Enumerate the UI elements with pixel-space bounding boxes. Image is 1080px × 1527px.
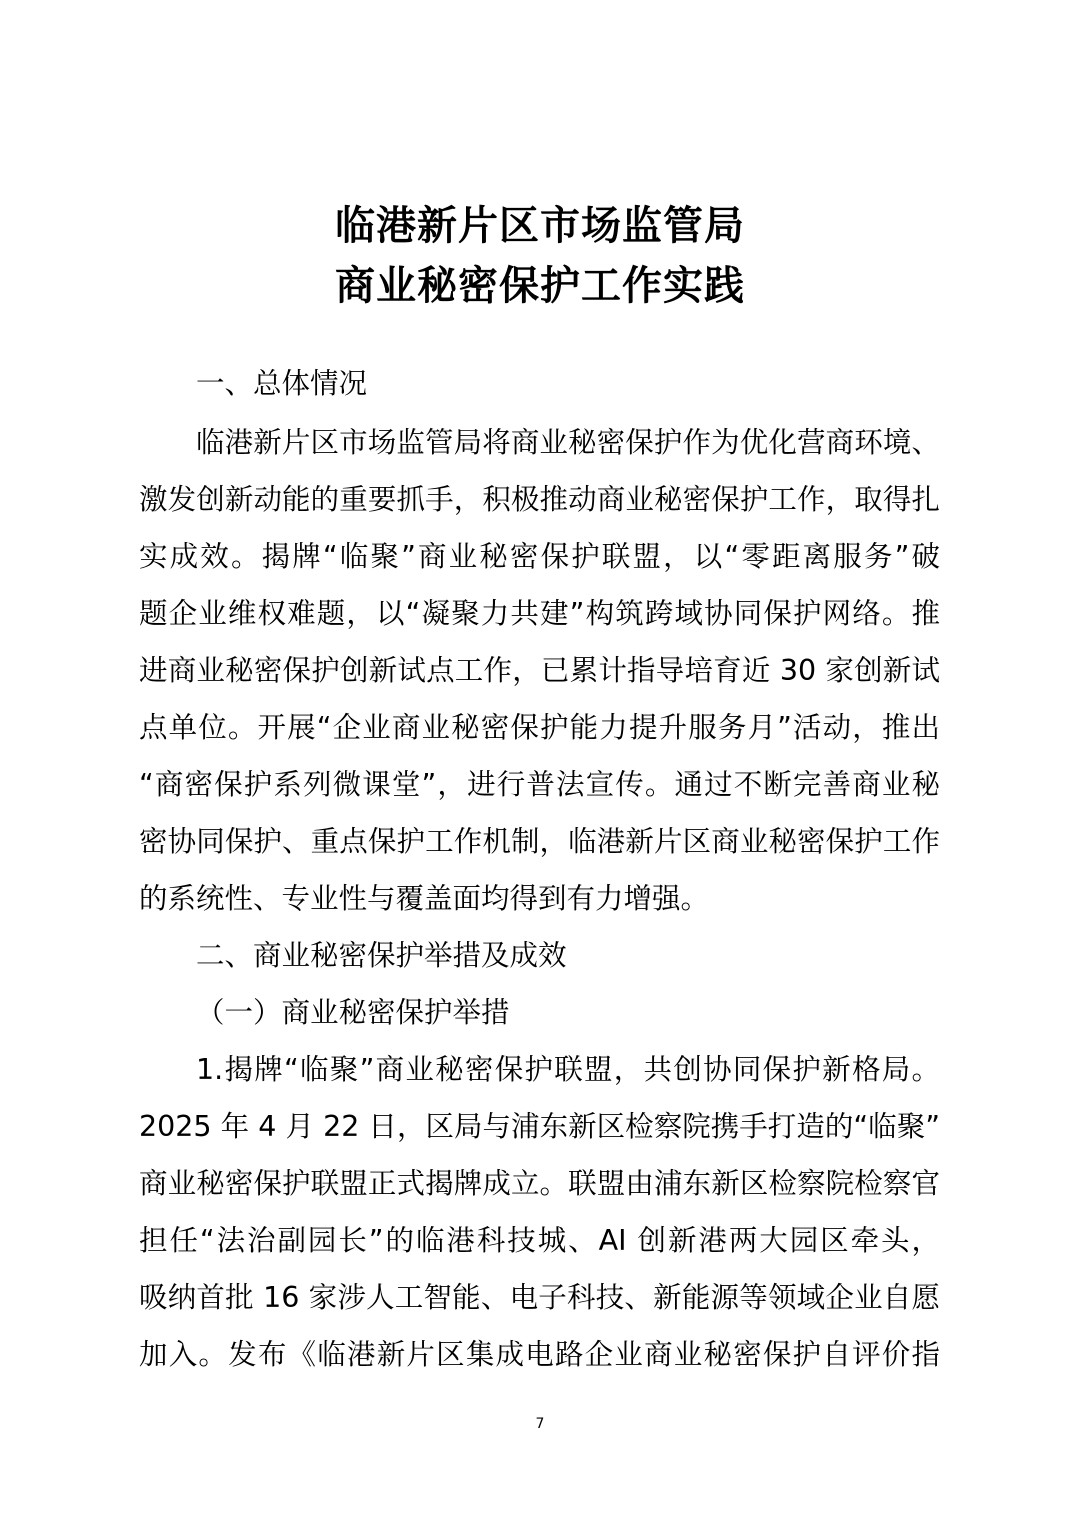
paragraph-line: 激发创新动能的重要抓手，积极推动商业秘密保护工作，取得扎 [139,483,940,516]
paragraph-line: 实成效。揭牌“临聚”商业秘密保护联盟，以“零距离服务”破 [139,540,940,573]
document-title-line-1: 临港新片区市场监管局 [335,202,745,249]
document-title-line-2: 商业秘密保护工作实践 [335,262,745,309]
paragraph-line: 点单位。开展“企业商业秘密保护能力提升服务月”活动，推出 [139,711,940,744]
paragraph-line: 1.揭牌“临聚”商业秘密保护联盟，共创协同保护新格局。 [196,1053,940,1086]
subsection-heading: （一）商业秘密保护举措 [196,996,510,1029]
paragraph-line: 密协同保护、重点保护工作机制，临港新片区商业秘密保护工作 [139,825,940,858]
paragraph-line: 商业秘密保护联盟正式揭牌成立。联盟由浦东新区检察院检察官 [139,1167,940,1200]
paragraph-line: 题企业维权难题，以“凝聚力共建”构筑跨域协同保护网络。推 [139,597,940,630]
section-heading-measures: 二、商业秘密保护举措及成效 [196,939,567,972]
paragraph-line: 担任“法治副园长”的临港科技城、AI 创新港两大园区牵头， [139,1224,940,1257]
section-heading-overview: 一、总体情况 [196,367,368,400]
paragraph-line: 加入。发布《临港新片区集成电路企业商业秘密保护自评价指 [139,1338,940,1371]
paragraph-line: 临港新片区市场监管局将商业秘密保护作为优化营商环境、 [196,426,940,459]
page-number: 7 [535,1416,545,1432]
paragraph-line: 进商业秘密保护创新试点工作，已累计指导培育近 30 家创新试 [139,654,940,687]
paragraph-line: “商密保护系列微课堂”，进行普法宣传。通过不断完善商业秘 [139,768,940,801]
paragraph-line: 2025 年 4 月 22 日，区局与浦东新区检察院携手打造的“临聚” [139,1110,940,1143]
paragraph-line: 吸纳首批 16 家涉人工智能、电子科技、新能源等领域企业自愿 [139,1281,940,1314]
paragraph-line: 的系统性、专业性与覆盖面均得到有力增强。 [139,882,710,915]
